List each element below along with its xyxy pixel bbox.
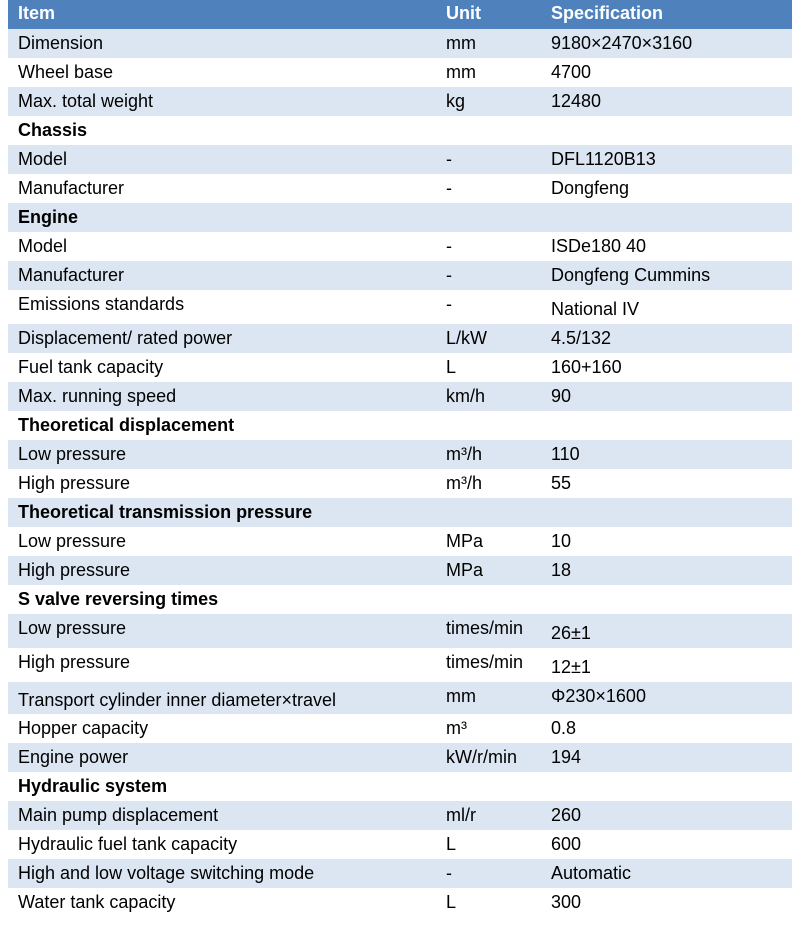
section-row: [8, 203, 792, 232]
spec-cell: 10: [541, 527, 792, 556]
item-cell: High and low voltage switching mode: [8, 859, 436, 888]
item-cell: Manufacturer: [8, 174, 436, 203]
spec-cell: 194: [541, 743, 792, 772]
unit-cell: km/h: [436, 382, 541, 411]
table-row: [8, 261, 792, 290]
spec-cell: 18: [541, 556, 792, 585]
item-cell: Hydraulic fuel tank capacity: [8, 830, 436, 859]
unit-cell: m³/h: [436, 440, 541, 469]
table-row: [8, 830, 792, 859]
unit-cell: [436, 116, 541, 145]
item-cell: High pressure: [8, 469, 436, 498]
unit-cell: MPa: [436, 556, 541, 585]
item-cell: Emissions standards: [8, 290, 436, 324]
section-title: Hydraulic system: [8, 772, 436, 801]
table-row: [8, 232, 792, 261]
item-cell: High pressure: [8, 556, 436, 585]
unit-cell: -: [436, 232, 541, 261]
item-cell: Max. running speed: [8, 382, 436, 411]
section-row: [8, 116, 792, 145]
item-cell: Main pump displacement: [8, 801, 436, 830]
table-row: [8, 382, 792, 411]
item-cell: High pressure: [8, 648, 436, 682]
spec-cell: 300: [541, 888, 792, 917]
spec-cell: Dongfeng Cummins: [541, 261, 792, 290]
unit-cell: L: [436, 888, 541, 917]
unit-cell: L/kW: [436, 324, 541, 353]
spec-cell: 4700: [541, 58, 792, 87]
spec-cell: ISDe180 40: [541, 232, 792, 261]
unit-cell: [436, 585, 541, 614]
section-title: Engine: [8, 203, 436, 232]
item-cell: Fuel tank capacity: [8, 353, 436, 382]
table-body: [8, 29, 792, 917]
item-cell: Displacement/ rated power: [8, 324, 436, 353]
unit-cell: L: [436, 830, 541, 859]
table-row: [8, 58, 792, 87]
table-row: [8, 353, 792, 382]
unit-cell: -: [436, 145, 541, 174]
item-cell: Transport cylinder inner diameter×travel: [8, 682, 436, 714]
table-row: [8, 859, 792, 888]
unit-cell: times/min: [436, 648, 541, 682]
table-row: [8, 743, 792, 772]
section-title: Chassis: [8, 116, 436, 145]
unit-cell: kW/r/min: [436, 743, 541, 772]
section-row: [8, 585, 792, 614]
unit-cell: m³/h: [436, 469, 541, 498]
unit-cell: m³: [436, 714, 541, 743]
unit-cell: -: [436, 261, 541, 290]
section-row: [8, 411, 792, 440]
spec-cell: DFL1120B13: [541, 145, 792, 174]
spec-cell: 160+160: [541, 353, 792, 382]
spec-cell: 12480: [541, 87, 792, 116]
table-row: [8, 614, 792, 648]
unit-cell: mm: [436, 29, 541, 58]
unit-cell: times/min: [436, 614, 541, 648]
spec-cell: National IV: [541, 290, 792, 324]
unit-cell: [436, 498, 541, 527]
item-cell: Low pressure: [8, 614, 436, 648]
item-cell: Hopper capacity: [8, 714, 436, 743]
item-cell: Low pressure: [8, 440, 436, 469]
table-row: [8, 469, 792, 498]
item-cell: Wheel base: [8, 58, 436, 87]
table-row: [8, 527, 792, 556]
unit-cell: ml/r: [436, 801, 541, 830]
spec-cell: Φ230×1600: [541, 682, 792, 714]
spec-cell: 4.5/132: [541, 324, 792, 353]
spec-cell: [541, 116, 792, 145]
unit-cell: -: [436, 290, 541, 324]
spec-cell: [541, 411, 792, 440]
section-row: [8, 498, 792, 527]
table-row: [8, 145, 792, 174]
item-cell: Max. total weight: [8, 87, 436, 116]
spec-cell: 260: [541, 801, 792, 830]
unit-cell: MPa: [436, 527, 541, 556]
spec-cell: [541, 772, 792, 801]
unit-cell: kg: [436, 87, 541, 116]
section-row: [8, 772, 792, 801]
table-row: [8, 440, 792, 469]
specification-table: [8, 0, 792, 917]
unit-cell: mm: [436, 682, 541, 714]
table-row: [8, 87, 792, 116]
header-specification: Specification: [541, 0, 792, 29]
spec-cell: [541, 498, 792, 527]
table-row: [8, 648, 792, 682]
unit-cell: -: [436, 859, 541, 888]
table-row: [8, 29, 792, 58]
spec-cell: [541, 585, 792, 614]
unit-cell: [436, 203, 541, 232]
spec-cell: 12±1: [541, 648, 792, 682]
header-unit: Unit: [436, 0, 541, 29]
section-title: S valve reversing times: [8, 585, 436, 614]
table-row: [8, 324, 792, 353]
spec-cell: 55: [541, 469, 792, 498]
spec-cell: [541, 203, 792, 232]
header-item: Item: [8, 0, 436, 29]
table-row: [8, 290, 792, 324]
item-cell: Model: [8, 232, 436, 261]
spec-cell: 26±1: [541, 614, 792, 648]
table-row: [8, 682, 792, 714]
item-cell: Manufacturer: [8, 261, 436, 290]
unit-cell: L: [436, 353, 541, 382]
section-title: Theoretical displacement: [8, 411, 436, 440]
spec-cell: 0.8: [541, 714, 792, 743]
table-header: [8, 0, 792, 29]
spec-cell: 110: [541, 440, 792, 469]
item-cell: Engine power: [8, 743, 436, 772]
unit-cell: [436, 411, 541, 440]
item-cell: Water tank capacity: [8, 888, 436, 917]
spec-cell: 600: [541, 830, 792, 859]
item-cell: Model: [8, 145, 436, 174]
unit-cell: -: [436, 174, 541, 203]
table-row: [8, 801, 792, 830]
spec-cell: 9180×2470×3160: [541, 29, 792, 58]
table-row: [8, 556, 792, 585]
table-row: [8, 174, 792, 203]
spec-cell: Automatic: [541, 859, 792, 888]
table-row: [8, 888, 792, 917]
table-row: [8, 714, 792, 743]
unit-cell: mm: [436, 58, 541, 87]
unit-cell: [436, 772, 541, 801]
spec-cell: 90: [541, 382, 792, 411]
item-cell: Low pressure: [8, 527, 436, 556]
section-title: Theoretical transmission pressure: [8, 498, 436, 527]
item-cell: Dimension: [8, 29, 436, 58]
spec-cell: Dongfeng: [541, 174, 792, 203]
